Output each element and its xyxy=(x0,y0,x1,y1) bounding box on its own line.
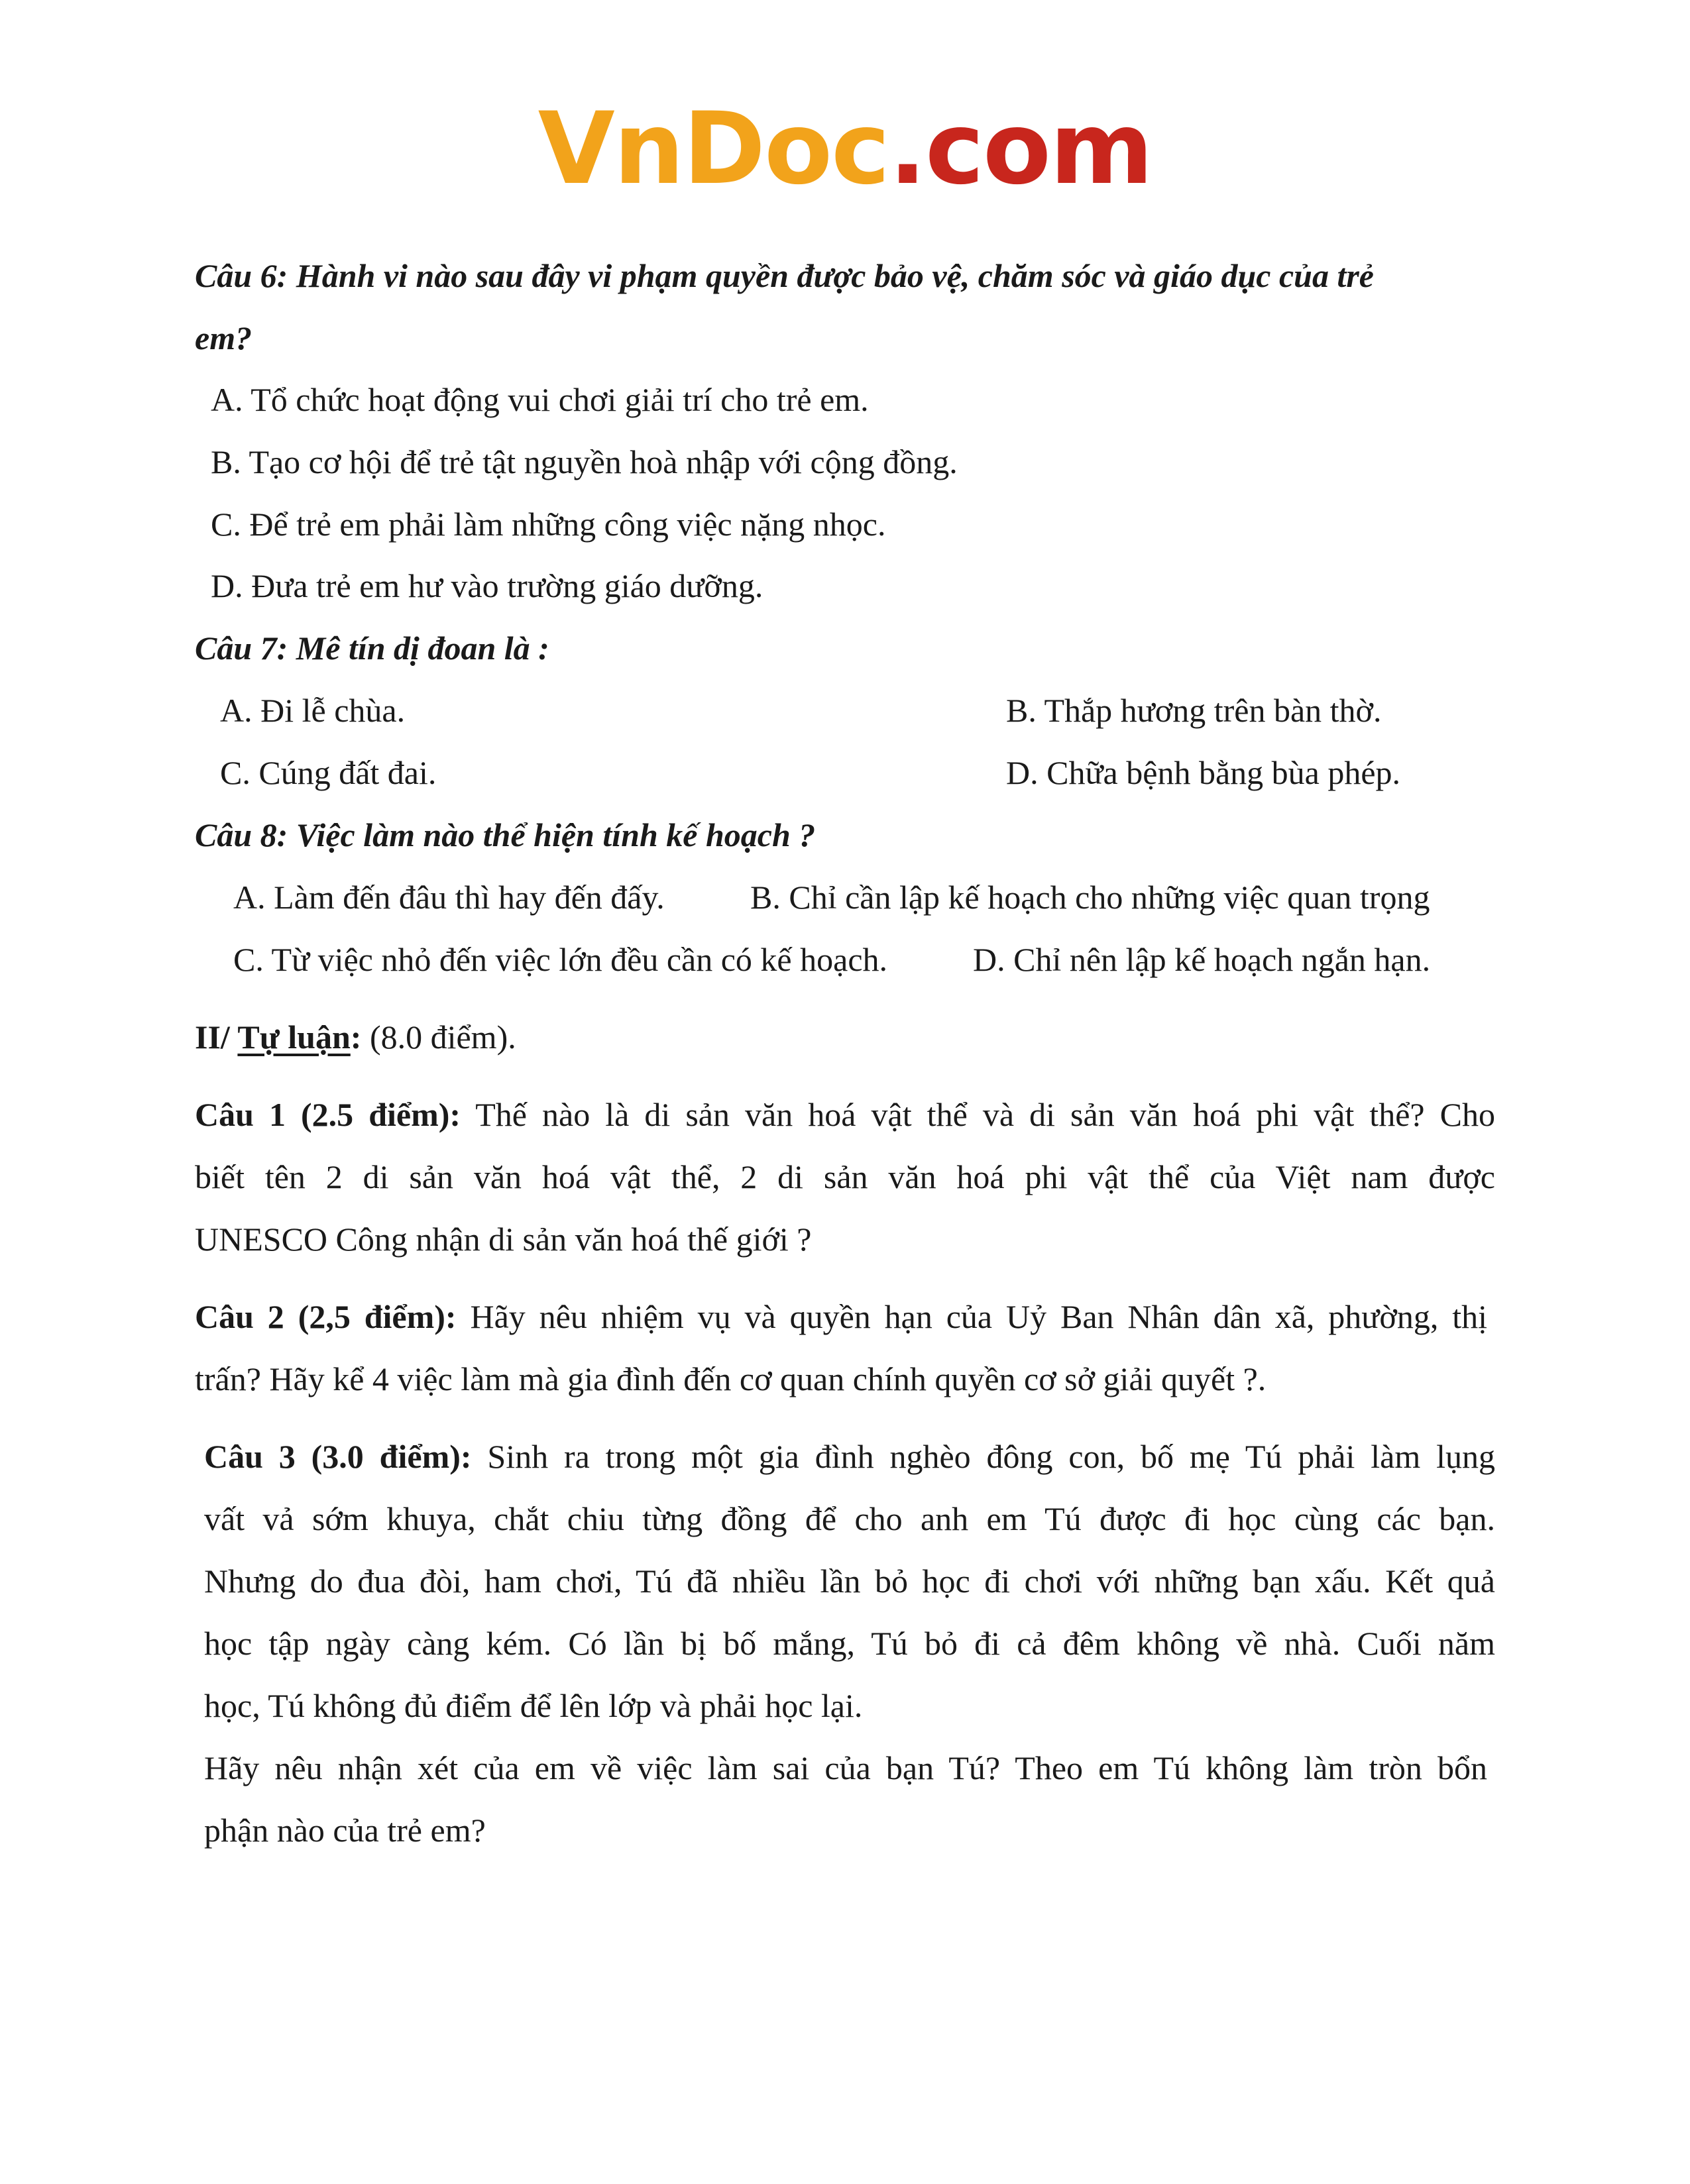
essay3-line7: phận nào của trẻ em? xyxy=(204,1812,486,1849)
q7-title: Câu 7: Mê tín dị đoan là : xyxy=(195,629,549,667)
q8-option-a: A. Làm đến đâu thì hay đến đấy. xyxy=(233,879,665,916)
essay3-line4: học tập ngày càng kém. Có lần bị bố mắng, Tú bỏ đi cả đêm không về nhà. Cuối năm xyxy=(204,1625,1495,1662)
essay2-text: Hãy nêu nhiệm vụ và quyền hạn của Uỷ Ban Nhân dân xã, phường, thị xyxy=(456,1298,1487,1335)
essay3-line3: Nhưng do đua đòi, ham chơi, Tú đã nhiều lần bỏ học đi chơi với những bạn xấu. Kết quả xyxy=(204,1562,1495,1600)
essay2-label: Câu 2 (2,5 điểm): xyxy=(195,1298,457,1335)
q8-option-d: D. Chỉ nên lập kế hoạch ngắn hạn. xyxy=(973,941,1431,978)
essay2-line2: trấn? Hãy kể 4 việc làm mà gia đình đến cơ quan chính quyền cơ sở giải quyết ?. xyxy=(195,1360,1267,1397)
q8-title: Câu 8: Việc làm nào thể hiện tính kế hoạch ? xyxy=(195,816,816,853)
q7-option-a: A. Đi lễ chùa. xyxy=(220,692,406,729)
essay3-label: Câu 3 (3.0 điểm): xyxy=(204,1438,472,1475)
q7-option-d: D. Chữa bệnh bằng bùa phép. xyxy=(1006,754,1401,791)
q6-option-a: A. Tổ chức hoạt động vui chơi giải trí cho trẻ em. xyxy=(211,381,869,418)
q7-option-b: B. Thắp hương trên bàn thờ. xyxy=(1006,692,1382,729)
essay3-line1 xyxy=(204,1440,1495,1473)
section-heading xyxy=(195,1020,516,1054)
essay2-line1 xyxy=(195,1300,1487,1333)
section-colon: : xyxy=(350,1018,362,1056)
q6-option-c: C. Để trẻ em phải làm những công việc nặng nhọc. xyxy=(211,506,886,543)
essay1-text: Thế nào là di sản văn hoá vật thể và di sản văn hoá phi vật thể? Cho xyxy=(461,1096,1495,1133)
q6-option-d: D. Đưa trẻ em hư vào trường giáo dưỡng. xyxy=(211,567,763,604)
essay3-line6: Hãy nêu nhận xét của em về việc làm sai của bạn Tú? Theo em Tú không làm tròn bổn xyxy=(204,1749,1487,1786)
q8-option-c: C. Từ việc nhỏ đến việc lớn đều cần có kế hoạch. xyxy=(233,941,888,978)
q6-option-b: B. Tạo cơ hội để trẻ tật nguyền hoà nhập với cộng đồng. xyxy=(211,443,958,480)
essay1-line2: biết tên 2 di sản văn hoá vật thể, 2 di sản văn hoá phi vật thể của Việt nam được xyxy=(195,1158,1495,1195)
essay1-label: Câu 1 (2.5 điểm): xyxy=(195,1096,461,1133)
section-points: (8.0 điểm). xyxy=(361,1018,516,1056)
q7-option-c: C. Cúng đất đai. xyxy=(220,754,437,791)
section-number: II/ xyxy=(195,1018,238,1056)
q6-title-line2: em? xyxy=(195,319,253,356)
essay1-line3: UNESCO Công nhận di sản văn hoá thế giới ? xyxy=(195,1221,812,1258)
vndoc-logo xyxy=(0,91,1690,207)
essay3-text: Sinh ra trong một gia đình nghèo đông con, bố mẹ Tú phải làm lụng xyxy=(471,1438,1495,1475)
essay3-line2: vất vả sớm khuya, chắt chiu từng đồng để cho anh em Tú được đi học cùng các bạn. xyxy=(204,1500,1495,1537)
essay1-line1 xyxy=(195,1098,1495,1131)
section-title: Tự luận xyxy=(237,1018,351,1056)
logo-part-com: .com xyxy=(889,91,1153,207)
logo-part-vndoc: VnDoc xyxy=(537,91,889,207)
q6-title-line1: Câu 6: Hành vi nào sau đây vi phạm quyền được bảo vệ, chăm sóc và giáo dục của trẻ xyxy=(195,257,1374,294)
essay3-line5: học, Tú không đủ điểm để lên lớp và phải học lại. xyxy=(204,1687,863,1724)
q8-option-b: B. Chỉ cần lập kế hoạch cho những việc quan trọng xyxy=(750,879,1430,916)
